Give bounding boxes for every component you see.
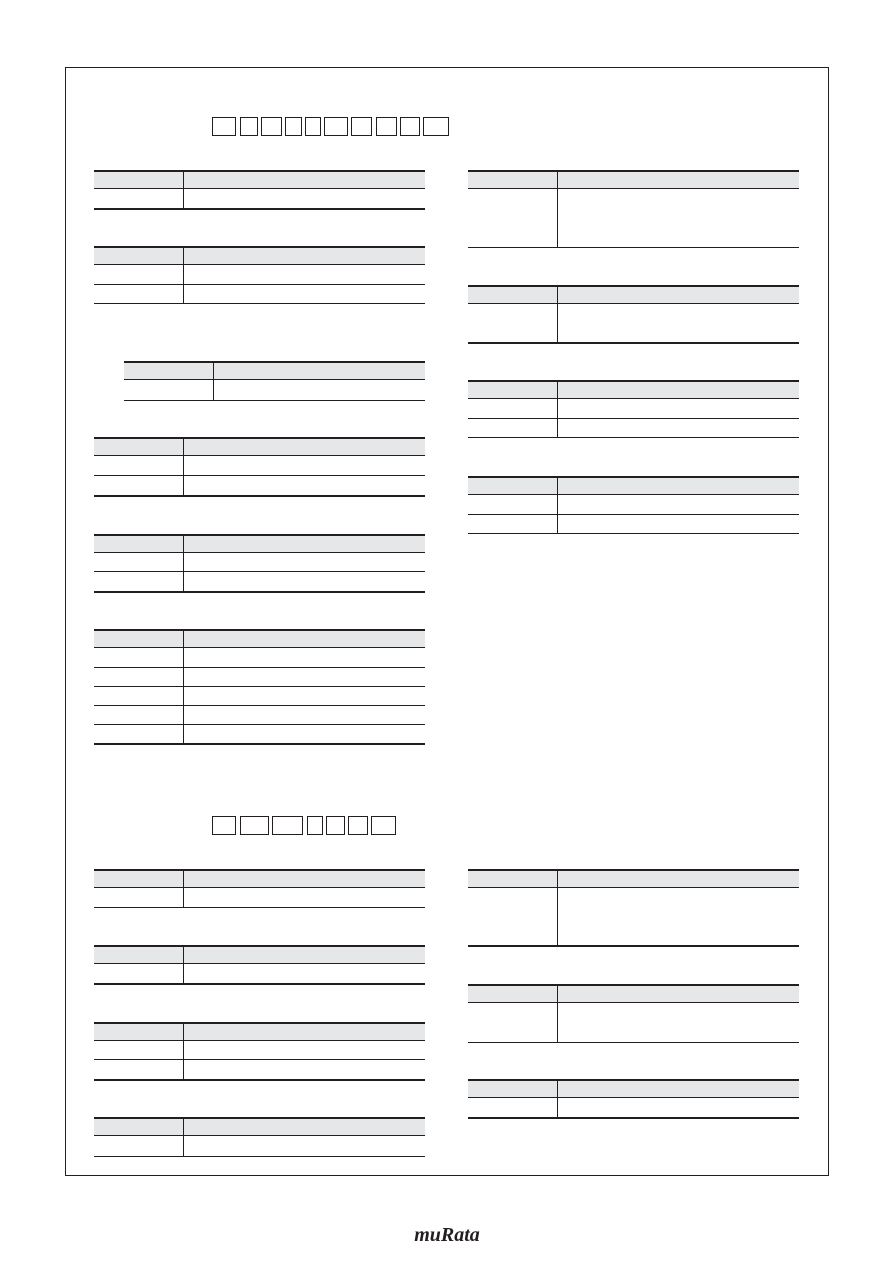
code-box [240,816,269,835]
table-header [468,170,799,189]
table-row [94,1060,425,1081]
table-header [94,1022,425,1041]
code-table [468,476,799,534]
table-row [94,725,425,745]
code-box [348,816,368,835]
table-header [124,361,425,380]
code-table [94,246,425,304]
table-header [468,380,799,399]
code-table [94,1022,425,1081]
code-box [371,816,396,835]
code-table [468,869,799,947]
table-row [94,888,425,908]
table-row [468,1098,799,1119]
table-row [94,456,425,476]
code-table [468,380,799,438]
code-table [94,534,425,593]
code-box [212,117,236,136]
code-table [94,170,425,210]
code-table [124,361,425,401]
code-table [468,984,799,1043]
code-box [240,117,258,136]
table-row [468,189,799,248]
table-row [94,668,425,687]
murata-logo-mark [402,1222,492,1248]
code-table [468,285,799,344]
table-row [468,495,799,515]
code-box [272,816,303,835]
code-table [468,170,799,248]
table-row [468,1003,799,1043]
table-row [94,1041,425,1060]
table-row [468,304,799,344]
table-row [94,687,425,706]
table-header [94,945,425,964]
code-box [324,117,348,136]
table-row [94,648,425,668]
table-header [468,984,799,1003]
table-header [94,246,425,265]
code-table [94,437,425,497]
table-row [94,285,425,304]
table-header [94,869,425,888]
table-row [94,964,425,985]
code-box [400,117,420,136]
code-table [94,869,425,908]
table-row [124,380,425,401]
table-header [468,869,799,888]
table-header [468,285,799,304]
table-row [94,553,425,572]
logo-text: muRata [413,1224,480,1246]
table-row [94,476,425,497]
table-row [468,419,799,438]
table-row [94,706,425,725]
table-row [94,265,425,285]
code-box [305,117,321,136]
table-row [94,572,425,593]
table-row [468,515,799,534]
table-header [468,476,799,495]
table-header [94,534,425,553]
table-row [94,1136,425,1157]
code-table [94,945,425,985]
code-box [423,117,449,136]
code-table [94,1117,425,1157]
code-box [307,816,323,835]
table-header [94,170,425,189]
code-box [261,117,282,136]
part-number-code-boxes-2 [212,816,396,835]
code-table [94,629,425,745]
table-row [468,399,799,419]
code-box [351,117,372,136]
code-box [376,117,397,136]
murata-logo [0,1222,893,1253]
table-header [94,437,425,456]
code-box [326,816,345,835]
table-header [468,1079,799,1098]
table-header [94,1117,425,1136]
table-header [94,629,425,648]
table-row [94,189,425,210]
code-table [468,1079,799,1119]
code-box [285,117,302,136]
code-box [212,816,236,835]
table-row [468,888,799,947]
part-number-code-boxes-1 [212,117,449,136]
